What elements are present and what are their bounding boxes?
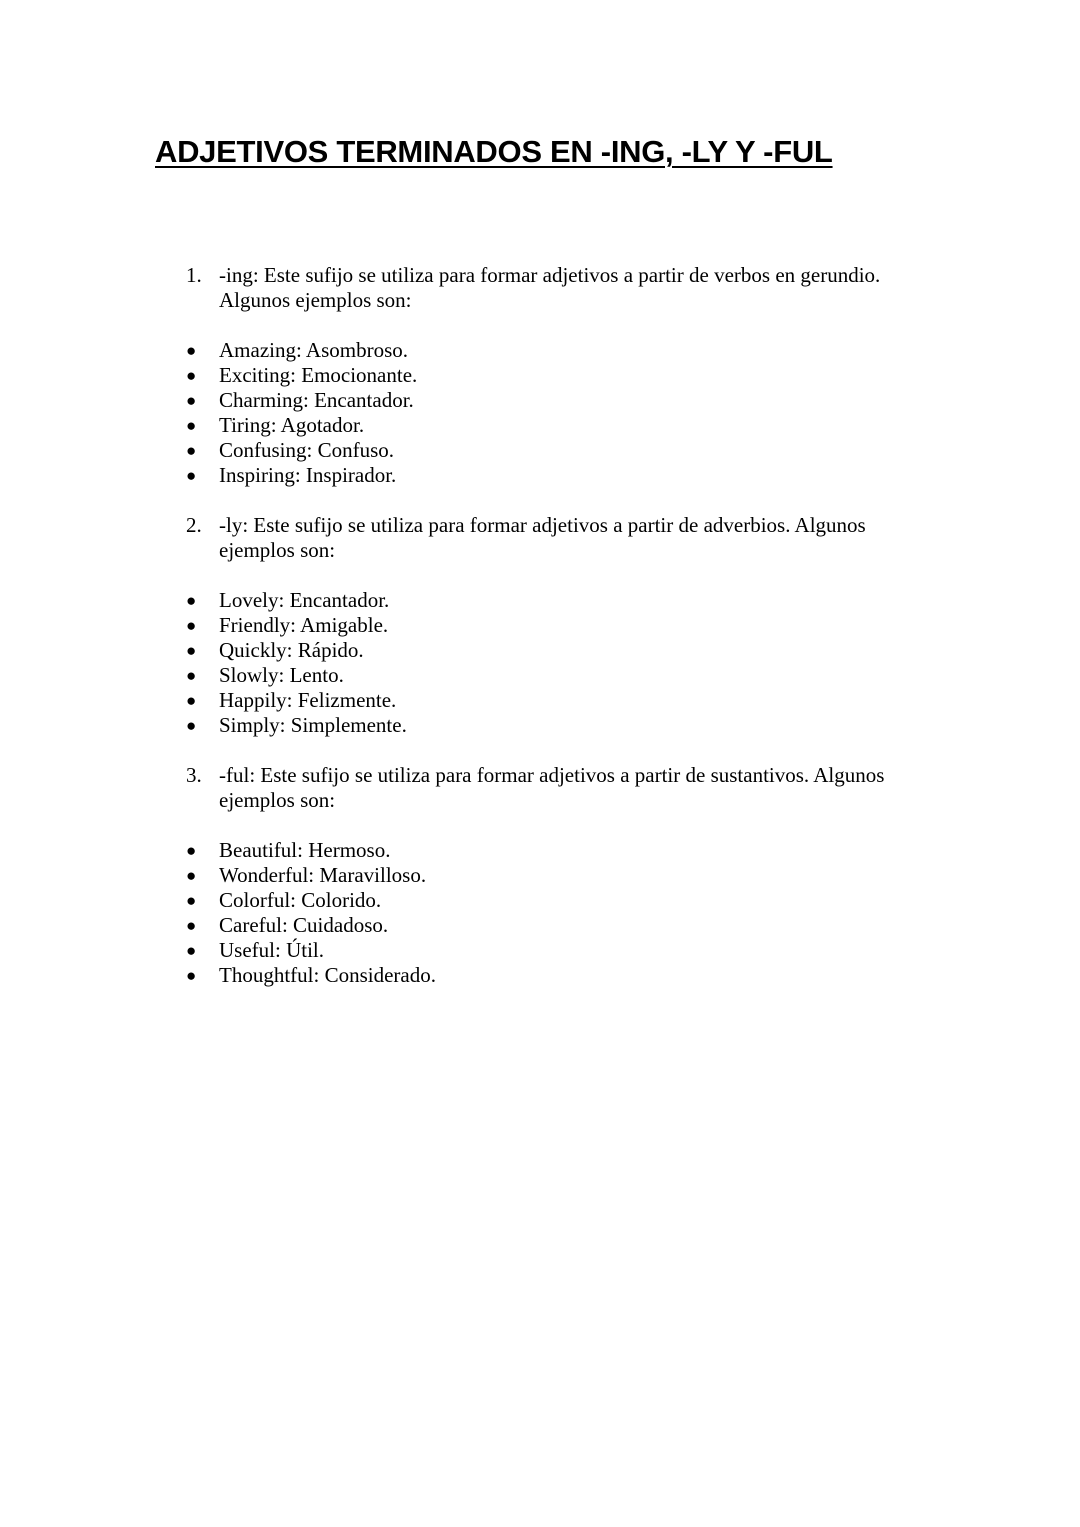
list-item — [0, 938, 1080, 963]
example-text: Slowly: Lento. — [219, 663, 344, 687]
numbered-item — [0, 763, 919, 813]
example-text: Colorful: Colorido. — [219, 888, 382, 912]
list-item — [0, 688, 1080, 713]
list-item — [0, 338, 1080, 363]
example-text: Amazing: Asombroso. — [219, 338, 408, 362]
example-text: Careful: Cuidadoso. — [219, 913, 389, 937]
bullet-icon: ● — [186, 966, 197, 985]
section-ly — [0, 513, 1080, 738]
item-intro-text: -ful: Este sufijo se utiliza para formar adjetivos a partir de sustantivos. Algunos ejemplos son: — [219, 763, 885, 812]
bullet-icon: ● — [186, 616, 197, 635]
examples-list — [0, 588, 1080, 738]
bullet-icon: ● — [186, 641, 197, 660]
bullet-icon: ● — [186, 716, 197, 735]
item-intro-text: -ly: Este sufijo se utiliza para formar adjetivos a partir de adverbios. Algunos ejemplos son: — [219, 513, 866, 562]
bullet-icon: ● — [186, 666, 197, 685]
bullet-icon: ● — [186, 941, 197, 960]
bullet-icon: ● — [186, 341, 197, 360]
list-item — [0, 388, 1080, 413]
bullet-icon: ● — [186, 441, 197, 460]
example-text: Charming: Encantador. — [219, 388, 414, 412]
example-text: Useful: Útil. — [219, 938, 324, 962]
list-item — [0, 463, 1080, 488]
item-number: 2. — [186, 513, 202, 537]
list-item — [0, 663, 1080, 688]
item-intro-text: -ing: Este sufijo se utiliza para formar adjetivos a partir de verbos en gerundio. Algunos ejemplos son: — [219, 263, 881, 312]
list-item — [0, 863, 1080, 888]
example-text: Friendly: Amigable. — [219, 613, 389, 637]
bullet-icon: ● — [186, 866, 197, 885]
example-text: Inspiring: Inspirador. — [219, 463, 397, 487]
bullet-icon: ● — [186, 591, 197, 610]
bullet-icon: ● — [186, 916, 197, 935]
bullet-icon: ● — [186, 391, 197, 410]
example-text: Confusing: Confuso. — [219, 438, 395, 462]
section-ing — [0, 263, 1080, 488]
example-text: Beautiful: Hermoso. — [219, 838, 391, 862]
bullet-icon: ● — [186, 366, 197, 385]
list-item — [0, 963, 1080, 988]
bullet-icon: ● — [186, 691, 197, 710]
example-text: Exciting: Emocionante. — [219, 363, 418, 387]
bullet-icon: ● — [186, 841, 197, 860]
list-item — [0, 413, 1080, 438]
list-item — [0, 838, 1080, 863]
example-text: Thoughtful: Considerado. — [219, 963, 436, 987]
list-item — [0, 613, 1080, 638]
examples-list — [0, 838, 1080, 988]
example-text: Wonderful: Maravilloso. — [219, 863, 427, 887]
item-number: 3. — [186, 763, 202, 787]
example-text: Lovely: Encantador. — [219, 588, 390, 612]
bullet-icon: ● — [186, 466, 197, 485]
page-title: ADJETIVOS TERMINADOS EN -ING, -LY Y -FUL — [155, 134, 833, 169]
section-ful — [0, 763, 1080, 988]
example-text: Quickly: Rápido. — [219, 638, 364, 662]
bullet-icon: ● — [186, 416, 197, 435]
example-text: Happily: Felizmente. — [219, 688, 397, 712]
example-text: Tiring: Agotador. — [219, 413, 365, 437]
item-number: 1. — [186, 263, 202, 287]
numbered-item — [0, 263, 919, 313]
examples-list — [0, 338, 1080, 488]
example-text: Simply: Simplemente. — [219, 713, 407, 737]
document-body — [0, 263, 1080, 988]
list-item — [0, 913, 1080, 938]
list-item — [0, 588, 1080, 613]
list-item — [0, 363, 1080, 388]
list-item — [0, 713, 1080, 738]
numbered-item — [0, 513, 919, 563]
list-item — [0, 888, 1080, 913]
bullet-icon: ● — [186, 891, 197, 910]
list-item — [0, 638, 1080, 663]
list-item — [0, 438, 1080, 463]
